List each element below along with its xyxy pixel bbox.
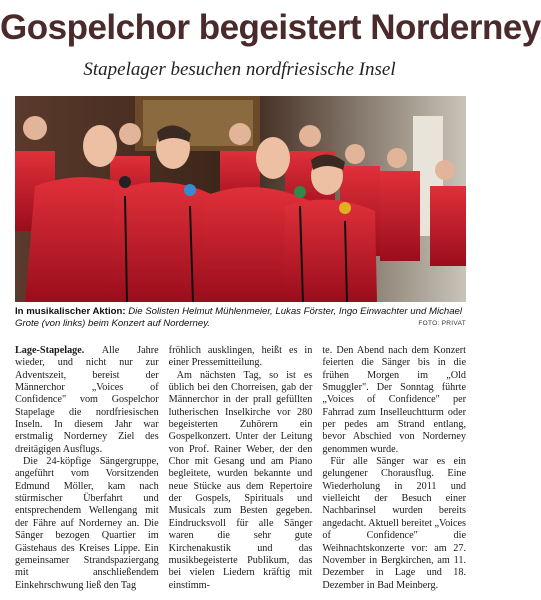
caption-text: Die Solisten Helmut Mühlenmeier, Lukas Förster, Ingo Einwachter und Michael Grote (von links) beim Konzert auf Norderney. [15,306,463,329]
caption-lead: In musikalischer Aktion: [15,306,126,317]
paragraph: te. Den Abend nach dem Konzert feierten die Sänger bis in die frühen Morgen im „Old Smuggler". Der Sonntag führte „Voices of Confidence" per Fahrrad zum Inselleuchtturm oder per pedes am Strand entlang, bevor Abschied von Norderney genommen wurde. [322,345,467,455]
column-2 [169,345,313,597]
paragraph: Die 24-köpfige Sängergruppe, angeführt vom Vorsitzenden Edmund Möller, kam nach stürmischer Überfahrt und entsprechendem Wellengang mit der Fähre auf Norderney an. Die Sänger bezogen Quartier im Gästehaus des Kreises Lippe. Ein gemeinsamer Strandspaziergang mit anschließendem Einkehrschwung ließ den Tag [15,456,159,591]
column-1 [15,345,159,597]
paragraph-text: Alle Jahre wieder, und nicht nur zur Adventszeit, bereist der Männerchor „Voices of Confidence" vom Gospelchor Stapelage die nordfriesischen Inseln. In diesem Jahr war erstmalig Norderney Ziel des dreitägigen Ausflugs. [15,345,159,455]
photo-caption [15,306,466,330]
photo-credit: FOTO: PRIVAT [418,320,466,327]
choir-photo [15,96,466,302]
paragraph: Für alle Sänger war es ein gelungener Chorausflug. Eine Wiederholung in 2011 und vielleicht der Besuch einer Nachbarinsel wurden bereits angedacht. Aktuell bereitet „Voices of Confidence" die Weihnachtskonzerte vor: am 27. November in Bergkirchen, am 11. Dezember in Lage und 18. Dezember in Bad Meinberg. [322,456,467,591]
paragraph: fröhlich ausklingen, heißt es in einer Pressemitteilung. [168,345,313,369]
headline: Gospelchor begeistert Norderney [0,8,541,47]
paragraph: Am nächsten Tag, so ist es üblich bei den Chorreisen, gab der Männerchor in der prall gefüllten lutherischen Inselkirche vor 280 begeisterten Zuhörern ein Gospelkonzert. Unter der Leitung von Prof. Rainer Weber, der den Chor mit Gesang und am Piano begleitete, wurden bekannte und neue Stücke aus dem Repertoire der Gospels, Spirituals und Musicals zum Besten gegeben. Eindrucksvoll für alle Sänger waren die sehr gute Kirchenakustik und das musikbegeisterte Publikum, das bei vielen Liedern kräftig mit einstimm- [168,369,313,591]
subheadline: Stapelager besuchen nordfriesische Insel [83,59,396,80]
paragraph [15,345,159,456]
dateline: Lage-Stapelage. [15,345,85,356]
column-3 [322,345,466,597]
article-body [15,345,466,597]
choir-photo-illustration [15,96,466,302]
